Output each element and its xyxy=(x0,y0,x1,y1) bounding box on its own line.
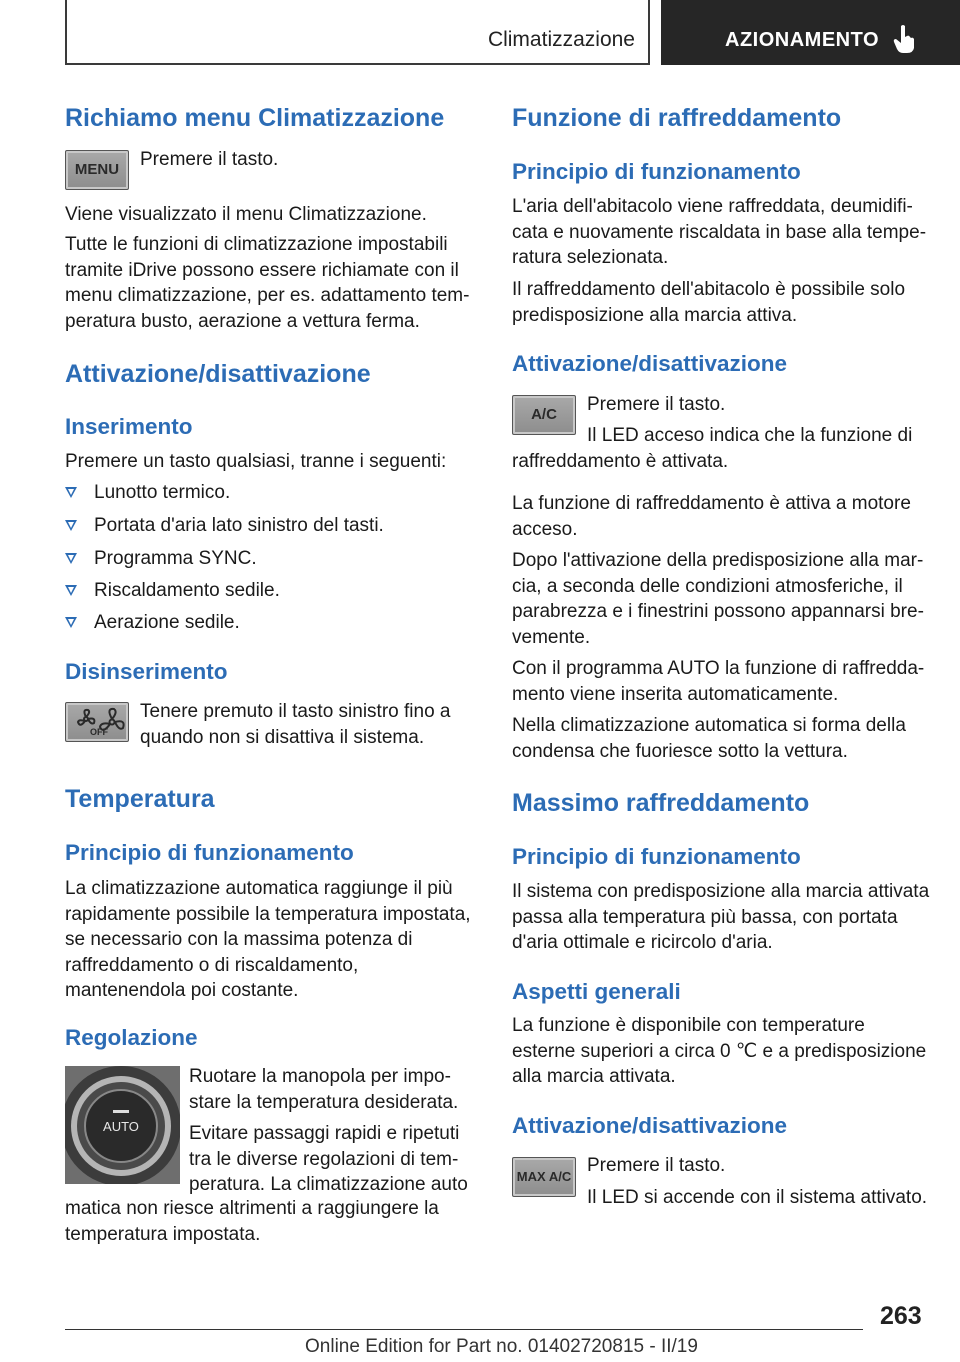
raf-paragraph-b: Dopo l'attivazione della predisposizione alla marcia, a seconda delle condizioni atmosferiche, il parabrezza e i finestrini possono appannarsi brevemente. xyxy=(512,550,924,648)
temperatura-text: La climatizzazione automatica raggiunge il più rapidamente possibile la temperatura impostata, se necessario con la massima potenza di raffreddamento o di riscaldamento, mantenendola poi costante. xyxy=(65,878,471,1001)
heading-disinserimento: Disinserimento xyxy=(65,659,228,684)
menu-button-image: MENU xyxy=(65,150,129,190)
regolazione-text-3: matica non riesce altrimenti a raggiungere la temperatura impostata. xyxy=(65,1198,439,1245)
massimo-text: Il sistema con predisposizione alla marcia attivata passa alla temperatura più bassa, con portata d'aria ottimale e ricircolo d'aria. xyxy=(512,881,930,953)
heading-principio-temp: Principio di funzionamento xyxy=(65,840,354,865)
bullet-triangle-icon xyxy=(65,487,77,498)
heading-principio-max: Principio di funzionamento xyxy=(512,844,801,869)
header-rule xyxy=(65,63,650,65)
menu-press-text: Premere il tasto. xyxy=(140,149,279,170)
heading-regolazione: Regolazione xyxy=(65,1025,198,1050)
ac-press-text: Premere il tasto. xyxy=(587,394,726,415)
fan-off-button-image xyxy=(65,702,129,742)
heading-attivazione: Attivazione/disattivazione xyxy=(65,360,371,388)
hand-pointer-icon xyxy=(893,24,915,54)
principio-raf-text-1: L'aria dell'abitacolo viene raffreddata, deumidificata e nuovamente riscaldata in base alla temperatura selezionata. xyxy=(512,196,927,268)
bullet-triangle-icon xyxy=(65,520,77,531)
section-title: Climatizzazione xyxy=(487,28,635,51)
ac-button-image: A/C xyxy=(512,395,576,435)
bullet-triangle-icon xyxy=(65,617,77,628)
max-led-text: Il LED si accende con il sistema attivato. xyxy=(587,1187,928,1208)
heading-principio-raf: Principio di funzionamento xyxy=(512,159,801,184)
raf-paragraph-c: Con il programma AUTO la funzione di raffreddamento viene inserita automaticamente. xyxy=(512,658,925,705)
max-press-text: Premere il tasto. xyxy=(587,1155,726,1176)
raf-paragraph-a: La funzione di raffreddamento è attiva a motore acceso. xyxy=(512,493,911,540)
header-frame-left xyxy=(65,0,67,65)
ac-led-text: Il LED acceso indica che la funzione di raffreddamento è attivata. xyxy=(512,425,913,472)
disinserimento-text: Tenere premuto il tasto sinistro fino a quando non si disattiva il sistema. xyxy=(140,701,451,748)
heading-attivazione-raf: Attivazione/disattivazione xyxy=(512,351,788,376)
header-frame-right xyxy=(648,0,650,65)
regolazione-text-2: Evitare passaggi rapidi e ripetuti tra le diverse regolazioni di temperatura. La climatizzazione auto xyxy=(189,1123,468,1195)
heading-massimo-raffreddamento: Massimo raffreddamento xyxy=(512,789,810,817)
heading-attivazione-max: Attivazione/disattivazione xyxy=(512,1113,788,1138)
inserimento-text: Premere un tasto qualsiasi, tranne i seguenti: xyxy=(65,451,447,472)
raf-paragraph-d: Nella climatizzazione automatica si forma della condensa che fuoriesce sotto la vettura. xyxy=(512,715,906,762)
bullet-triangle-icon xyxy=(65,585,77,596)
aspetti-text: La funzione è disponibile con temperature esterne superiori a circa 0 ℃ e a predisposizione alla marcia attivata. xyxy=(512,1015,927,1087)
edition-footer: Online Edition for Part no. 01402720815 - II/19 xyxy=(305,1336,698,1357)
temperature-knob-image xyxy=(65,1066,180,1184)
chapter-tab-label: AZIONAMENTO xyxy=(725,29,880,51)
knob-auto-label: AUTO xyxy=(103,1119,139,1134)
bullet-triangle-icon xyxy=(65,553,77,564)
heading-aspetti-generali: Aspetti generali xyxy=(512,979,681,1004)
chapter-tab xyxy=(661,0,960,65)
page-number: 263 xyxy=(880,1302,922,1330)
menu-paragraph-2: Tutte le funzioni di climatizzazione impostabili tramite iDrive possono essere richiamate con il menu climatizzazione, per es. adattamento temperatura busto, aerazione a vettura ferma. xyxy=(65,234,470,332)
heading-temperatura: Temperatura xyxy=(65,785,215,813)
off-label: OFF xyxy=(90,727,108,737)
heading-richiamo-menu: Richiamo menu Climatizzazione xyxy=(65,104,445,132)
max-ac-button-image: MAX A/C xyxy=(512,1157,576,1197)
footer-rule xyxy=(65,1329,863,1330)
temperature-knob-icon xyxy=(65,1066,180,1184)
heading-inserimento: Inserimento xyxy=(65,414,193,439)
regolazione-text-1: Ruotare la manopola per impostare la temperatura desiderata. xyxy=(189,1066,459,1113)
principio-raf-text-2: Il raffreddamento dell'abitacolo è possibile solo predisposizione alla marcia attiva. xyxy=(512,279,906,326)
menu-paragraph-1: Viene visualizzato il menu Climatizzazione. xyxy=(65,204,427,225)
heading-funzione-raffreddamento: Funzione di raffreddamento xyxy=(512,104,842,132)
